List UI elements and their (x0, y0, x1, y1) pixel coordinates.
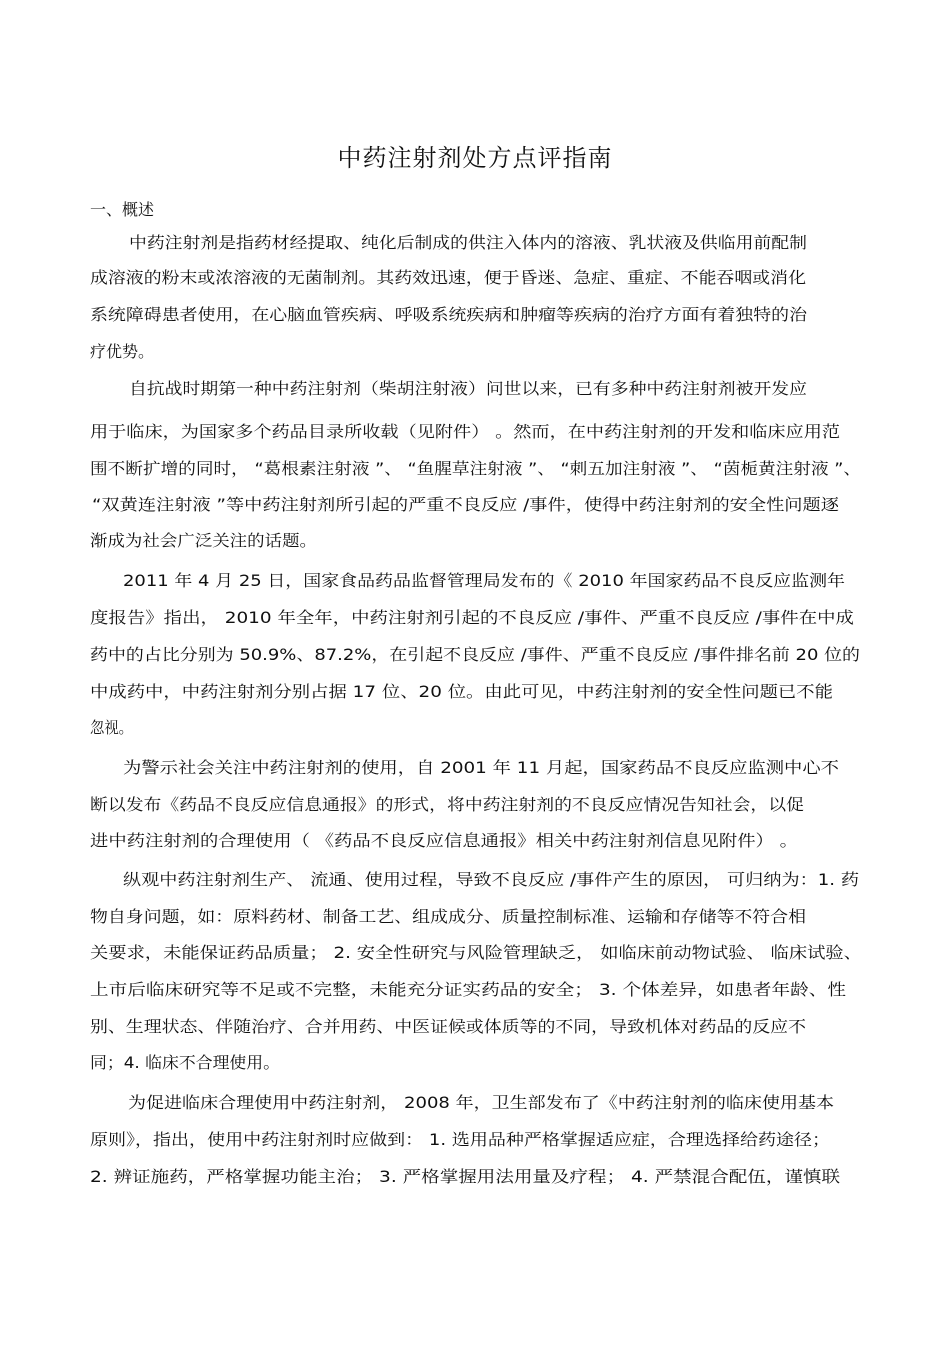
paragraph-line: 进中药注射剂的合理使用（ 《药品不良反应信息通报》相关中药注射剂信息见附件） 。 (90, 831, 799, 850)
paragraph-line: 用于临床，为国家多个药品目录所收载（见附件） 。然而，在中药注射剂的开发和临床应用范 (90, 422, 841, 441)
paragraph-line: 纵观中药注射剂生产、 流通、使用过程，导致不良反应 /事件产生的原因， 可归纳为：1. 药 (123, 870, 859, 889)
paragraph-line: 中成药中，中药注射剂分别占据 17 位、20 位。由此可见，中药注射剂的安全性问题已不能 (90, 682, 833, 701)
paragraph-line: 上市后临床研究等不足或不完整，未能充分证实药品的安全； 3. 个体差异，如患者年龄、性 (90, 980, 847, 999)
paragraph-line: “双黄连注射液 ”等中药注射剂所引起的严重不良反应 /事件，使得中药注射剂的安全性问题逐 (92, 495, 839, 514)
paragraph-line: 中药注射剂是指药材经提取、纯化后制成的供注入体内的溶液、乳状液及供临用前配制 (129, 233, 807, 252)
paragraph-line: 系统障碍患者使用，在心脑血管疾病、呼吸系统疾病和肿瘤等疾病的治疗方面有着独特的治 (90, 305, 808, 324)
section-heading: 一、概述 (90, 200, 155, 219)
paragraph-line: 为警示社会关注中药注射剂的使用，自 2001 年 11 月起，国家药品不良反应监测中心不 (123, 758, 840, 777)
paragraph-line: 别、生理状态、伴随治疗、合并用药、中医证候或体质等的不同，导致机体对药品的反应不 (90, 1017, 806, 1036)
document-title: 中药注射剂处方点评指南 (337, 144, 613, 172)
paragraph-line: 成溶液的粉末或浓溶液的无菌制剂。其药效迅速，便于昏迷、急症、重症、不能吞咽或消化 (90, 268, 806, 287)
paragraph-line: 自抗战时期第一种中药注射剂（柴胡注射液）问世以来，已有多种中药注射剂被开发应 (129, 379, 807, 398)
paragraph-line: 围不断扩增的同时， “葛根素注射液 ”、 “鱼腥草注射液 ”、 “刺五加注射液 ”、 “茵栀黄注射液 ”、 (90, 459, 862, 478)
paragraph-line: 渐成为社会广泛关注的话题。 (90, 531, 318, 550)
paragraph-line: 疗优势。 (90, 342, 155, 361)
paragraph-line: 为促进临床合理使用中药注射剂， 2008 年，卫生部发布了《中药注射剂的临床使用基本 (128, 1093, 835, 1112)
paragraph-line: 同；4. 临床不合理使用。 (90, 1053, 281, 1072)
paragraph-line: 度报告》指出， 2010 年全年，中药注射剂引起的不良反应 /事件、严重不良反应 /事件在中成 (90, 608, 854, 627)
paragraph-line: 2. 辨证施药，严格掌握功能主治； 3. 严格掌握用法用量及疗程； 4. 严禁混合配伍，谨慎联 (90, 1167, 841, 1186)
paragraph-line: 2011 年 4 月 25 日，国家食品药品监督管理局发布的《 2010 年国家药品不良反应监测年 (123, 571, 845, 590)
paragraph-line: 原则》，指出，使用中药注射剂时应做到： 1. 选用品种严格掌握适应症，合理选择给药途径； (90, 1130, 831, 1149)
paragraph-line: 关要求，未能保证药品质量； 2. 安全性研究与风险管理缺乏， 如临床前动物试验、 临床试验、 (90, 943, 862, 962)
paragraph-line: 药中的占比分别为 50.9%、87.2%，在引起不良反应 /事件、严重不良反应 /事件排名前 20 位的 (90, 645, 861, 664)
paragraph-line: 断以发布《药品不良反应信息通报》的形式，将中药注射剂的不良反应情况告知社会，以促 (90, 795, 805, 814)
paragraph-line: 物自身问题，如：原料药材、制备工艺、组成成分、质量控制标准、运输和存储等不符合相 (90, 907, 806, 926)
paragraph-line: 忽视。 (90, 718, 133, 737)
